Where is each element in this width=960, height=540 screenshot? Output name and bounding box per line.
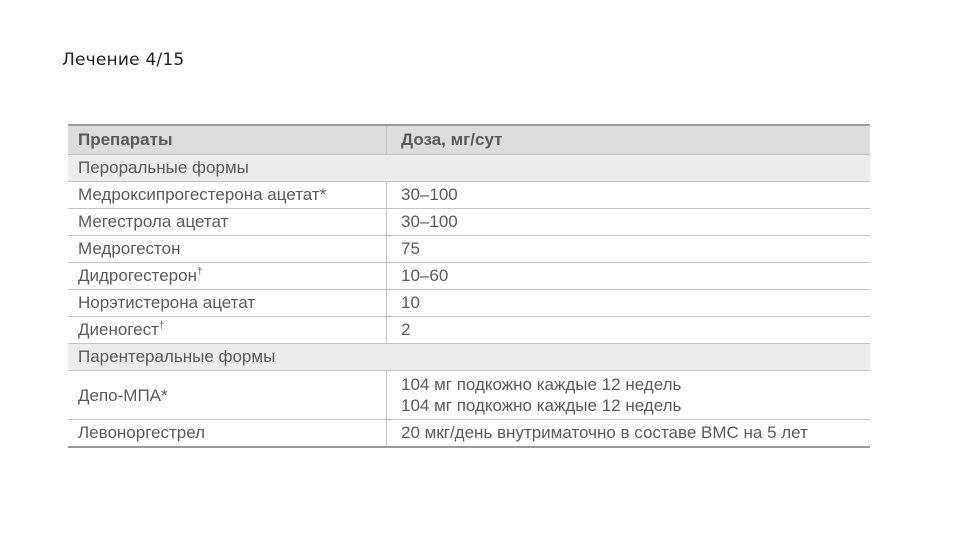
drug-dose: 20 мкг/день внутриматочно в составе ВМС на 5 лет [387,420,871,448]
table-row [68,182,870,209]
drug-dose: 75 [387,236,871,263]
table-row [68,420,870,448]
drug-name: Мегестрола ацетат [68,209,387,236]
section-title: Пероральные формы [68,155,870,182]
table-row [68,236,870,263]
drug-name: Медроксипрогестерона ацетат* [68,182,387,209]
header-dose: Доза, мг/сут [387,125,871,155]
section-title: Парентеральные формы [68,344,870,371]
table-row [68,371,870,420]
drug-name: Депо-МПА* [68,371,387,420]
header-drugs: Препараты [68,125,387,155]
slide-title: Лечение 4/15 [62,50,185,70]
dose-line: 104 мг подкожно каждые 12 недель [401,396,682,415]
drug-name: Дидрогестерон† [68,263,387,290]
table-row [68,290,870,317]
section-row-oral [68,155,870,182]
table-header-row [68,125,870,155]
table-row [68,209,870,236]
drug-dose: 10–60 [387,263,871,290]
dagger-mark: † [196,266,203,278]
table-row [68,317,870,344]
drug-dose: 30–100 [387,209,871,236]
drug-name: Медрогестон [68,236,387,263]
drug-name: Диеногест† [68,317,387,344]
section-row-parenteral [68,344,870,371]
dose-line: 104 мг подкожно каждые 12 недель [401,375,682,394]
table-row [68,263,870,290]
drug-dose: 30–100 [387,182,871,209]
drug-name: Норэтистерона ацетат [68,290,387,317]
drug-dose: 2 [387,317,871,344]
drug-dose-table [68,124,870,448]
drug-dose [387,371,871,420]
drug-dose: 10 [387,290,871,317]
dagger-mark: † [158,320,165,332]
drug-name: Левоноргестрел [68,420,387,448]
